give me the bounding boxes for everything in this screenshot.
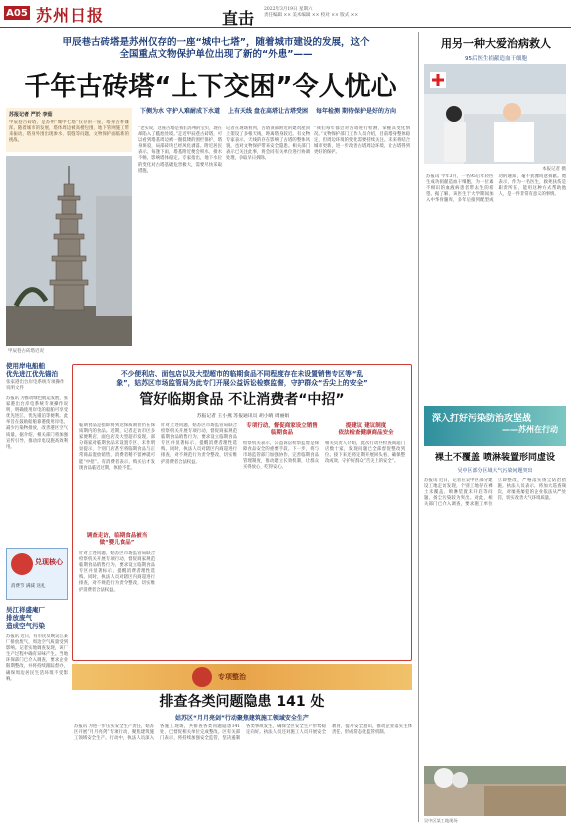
lead-deck-line1: 甲辰巷古砖塔是苏州仅存的一座“城中七塔”，随着城市建设的发展，这个: [62, 37, 370, 48]
bottom-subtitle: 姑苏区“月月亮剑”行动聚焦建筑施工领域安全生产: [175, 715, 309, 722]
dateline-date: 2022年3月19日 星期六: [264, 7, 313, 12]
dateline-editors: 责任编辑 ×× 美术编辑 ×× 校对 ×× 版式 ××: [264, 13, 359, 18]
banner-line2: ——苏州在行动: [502, 425, 558, 434]
bottom-body: 苏报讯 为进一步压实安全生产责任，姑苏区开展“月月亮剑”专项行动，聚焦建筑施工领域安全生产。行动中，执法人员深入各施工现场，共排查各类问题隐患141处，已督促相关单位完成整改。区有关部门表示，将持续加强安全监管，坚决遏制各类事故发生，确保全区安全生产形势稳定向好。执法人员还对施工人员开展安全教育，提升安全意识，推动企业落实主体责任，形成常态化监管机制。: [74, 724, 412, 742]
left-mid-title: [6, 362, 66, 378]
left-mid-title-line2: 优先进江优先锚泊: [6, 370, 58, 378]
dateline: [264, 7, 394, 19]
left-mid-deck: 张家港出台岸电系统专项操作说明文件: [6, 380, 65, 391]
construction-photo-caption: 吴中区某工地现场: [424, 818, 458, 823]
bottom-deck: 专项整治: [218, 673, 246, 681]
bottom-title: 排查各类问题隐患 141 处: [159, 694, 325, 710]
left-bottom-title-line3: 造成空气污染: [6, 622, 45, 630]
feature-subhead-3-line2: 依法检查健康商品安全: [338, 430, 394, 436]
feature-byline: 苏报记者 王小燕 苏报通讯员 胡小晴 周丽娟: [196, 414, 290, 419]
feature-title: 管好临期食品 不让消费者“中招”: [139, 392, 345, 408]
feature-deck: [79, 370, 405, 388]
left-bottom-title-line2: 排放废气: [6, 614, 32, 622]
lead-intro: 甲辰巷古砖塔，是苏州“城中七塔”仅存的一座，塔身古朴雄浑。随着城市的发展，塔体周边被高楼包围，地下管网施工带来振动，塔身外围出现渗水、裂缝等问题，文物保护面临新的挑战。: [9, 120, 129, 144]
page-header: [0, 0, 571, 28]
right-mid-title: 裸土不覆盖 喷淋装置形同虚设: [434, 453, 556, 463]
right-top-body: 苏报讯 今年3月，一名95后年轻医生成功捐献造血干细胞，为一位素不相识的血液病患者带去生的希望。据了解，该医生于大学期间加入中华骨髓库，多年后接到配型成功的通知，毫不犹豫同意捐献。他表示，作为一名医生，救死扶伤是职责所在，能用这种方式帮助他人，是一件非常有意义的事情。: [426, 174, 566, 204]
bottom-banner: [72, 664, 412, 690]
lead-deck-line2: 全国重点文物保护单位出现了新的“外患”——: [119, 49, 313, 60]
right-top-title: 用另一种大爱治病救人: [441, 37, 551, 50]
feature-body-3: 检察机关表示，公益诉讼检察监督是保障食品安全的重要手段。下一步，将与市场监管部门加强协作，完善临期食品管理制度，推动建立长效机制，让群众买得放心、吃得安心。: [243, 441, 319, 471]
emblem-icon: [192, 667, 212, 687]
section-title: 直击: [222, 9, 255, 28]
donation-photo: [424, 64, 566, 164]
ad-name: 兑现核心: [35, 558, 63, 566]
feature-body-2: 针对上述问题，姑苏区市场监管局联合检察机关开展专项行动，督促商家规范临期食品销售行为，要求设立临期食品专区并显著标示，提醒消费者理性选购。同时，执法人员对辖区内商超进行排查，对不规范行为责令整改，切实维护消费者合法权益。: [161, 423, 237, 465]
feature-body-1: 临期食品是指即将到达保质期但仍在保质期内的食品。近期，记者走访市区多家便利店、面包店及大型超市发现，部分商家对临期食品未设置专区、未作明显提示，个别门店甚至将临期食品与正常商品混放销售，消费者稍不留神就可能“中招”。有消费者表示，购买后才发现食品临近过期，体验不佳。: [79, 423, 155, 471]
feature-body-4: 相关负责人介绍，此次行动共检查商超门店数十家，发现问题已全部督促整改到位。接下来还将定期开展回头看，确保整改成效，守护好群众“舌尖上的安全”。: [325, 441, 405, 465]
left-mid-body: 苏报讯 为推动绿色航运发展，张家港出台岸电系统专项操作说明，明确使用岸电的船舶可享受优先进江、优先锚泊等便利。此举旨在鼓励船舶靠港使用岸电，减少污染物排放，改善港区空气质量。据介绍，相关部门将加强宣传引导，推动岸电设施高效利用。: [6, 396, 68, 450]
lead-body-2: 记者在现场看到，古塔顶部附近的建筑屋顶上架设了多根天线，距离塔身较近。有文物专家表示，天线的存在影响了古塔的整体风貌，也对文物保护带来安全隐患。相关部门表示已关注此事，将会同有关单位进行协调处理，争取早日拆除。: [226, 126, 310, 162]
construction-photo: [424, 766, 566, 816]
lead-subhead-2: 上有天线 盘在高塔让古塔受困: [227, 108, 309, 115]
feature-deck-line2: 象”，姑苏区市场监管局为此专门开展公益诉讼检察监督，守护群众“舌尖上的安全”: [116, 379, 368, 387]
feature-deck-line1: 不少便利店、面包店以及大型超市的临期食品不同程度存在未设置销售专区等“乱: [120, 370, 364, 378]
left-bottom-body: 苏报讯 近日，有市民反映吴江某厂排放废气，周边空气质量受到影响。记者实地调查发现，该厂生产过程中确有异味产生。当地环保部门已介入调查，要求企业限期整改，并将持续跟踪督办，确保周边居民生活环境不受影响。: [6, 634, 68, 682]
ad-logo-icon: [11, 553, 33, 575]
feature-body-1b: 针对上述问题，姑苏区市场监管局联合检察机关开展专项行动，督促商家规范临期食品销售行为，要求设立临期食品专区并显著标示，提醒消费者理性选购。同时，执法人员对辖区内商超进行排查，对不规范行为责令整改，切实维护消费者合法权益。: [79, 551, 155, 593]
lead-body-3: “我们每年都会对古塔进行检测，掌握其变化情况。”文物保护部门工作人员介绍，目前塔身整体稳定，但周边环境的变化需要持续关注。未来将结合城市更新，进一步改善古塔周边环境，让古塔得到更好的保护。: [314, 126, 410, 156]
page-number: A05: [4, 6, 30, 20]
column-divider: [418, 32, 419, 822]
feature-subhead-2: 专项行动，督促商家设立销售临期食品: [246, 423, 318, 436]
masthead: 苏州日报: [36, 6, 105, 25]
right-top-subtitle: 95后医生捐献造血干细胞: [465, 56, 527, 62]
left-bottom-title: [6, 606, 68, 630]
lead-deck: [40, 37, 392, 61]
lead-byline: 苏报记者 严於 李茹: [9, 112, 53, 118]
feature-subhead-3-line1: 提建议 建议制度: [345, 423, 387, 429]
ad-line: 消费节 满减 送礼: [11, 584, 46, 589]
donation-illustration: [424, 64, 566, 164]
pagoda-photo-caption: 甲辰巷古砖塔近况: [8, 349, 44, 354]
feature-subhead-1: 调查走访，临期食品被当做“婴儿食品”: [86, 533, 148, 546]
environment-banner: [424, 406, 566, 446]
right-mid-body: 苏报讯 近日，记者在吴中区部分建设工地走访发现，个别工地存在裸土未覆盖、喷淋装置未开启等问题，扬尘污染较为突出。对此，相关部门已介入调查，要求施工单位立即整改，严格落实扬尘防治措施。执法人员表示，将加大巡查频次，对屡查屡犯的企业依法从严处罚，切实改善大气环境质量。: [424, 478, 566, 508]
pagoda-illustration: [6, 156, 132, 346]
donation-photo-caption: 本报记者 摄: [542, 167, 566, 172]
advertisement[interactable]: [6, 548, 68, 600]
left-mid-title-line1: 使用岸电船舶: [6, 362, 45, 370]
lead-intro-box: [6, 108, 132, 152]
lead-subhead-1: 下侧为水 守护人难耐成下水道: [139, 108, 221, 115]
lead-subhead-3: 每年检测 期待保护是好的方向: [315, 108, 397, 115]
lead-title: 千年古砖塔“上下交困”令人忧心: [24, 72, 397, 102]
pagoda-photo: [6, 156, 132, 346]
right-mid-subtitle: 吴中区部分区域大气污染问题突出: [457, 468, 533, 474]
lead-body-1: “老实说，这座古塔是我们苏州的宝贝，现在却陷入了尴尬处境。”走近甲辰巷古砖塔，可以看到塔基周边被一圈低矮的围栏保护，塔身斑驳，局部砖块已经风化剥落。附近居民表示，每逢下雨，塔基附近便会积水，排水不畅，影响塔体稳定。专家指出，地下水位的变化对古塔基础危害极大，需要尽快采取措施。: [138, 126, 222, 174]
banner-line1: 深入打好污染防治攻坚战: [432, 414, 532, 424]
construction-illustration: [424, 766, 566, 816]
left-bottom-title-line1: 吴江祥盛庵厂: [6, 606, 45, 614]
feature-box: [72, 364, 412, 661]
feature-subhead-3: [329, 423, 403, 437]
